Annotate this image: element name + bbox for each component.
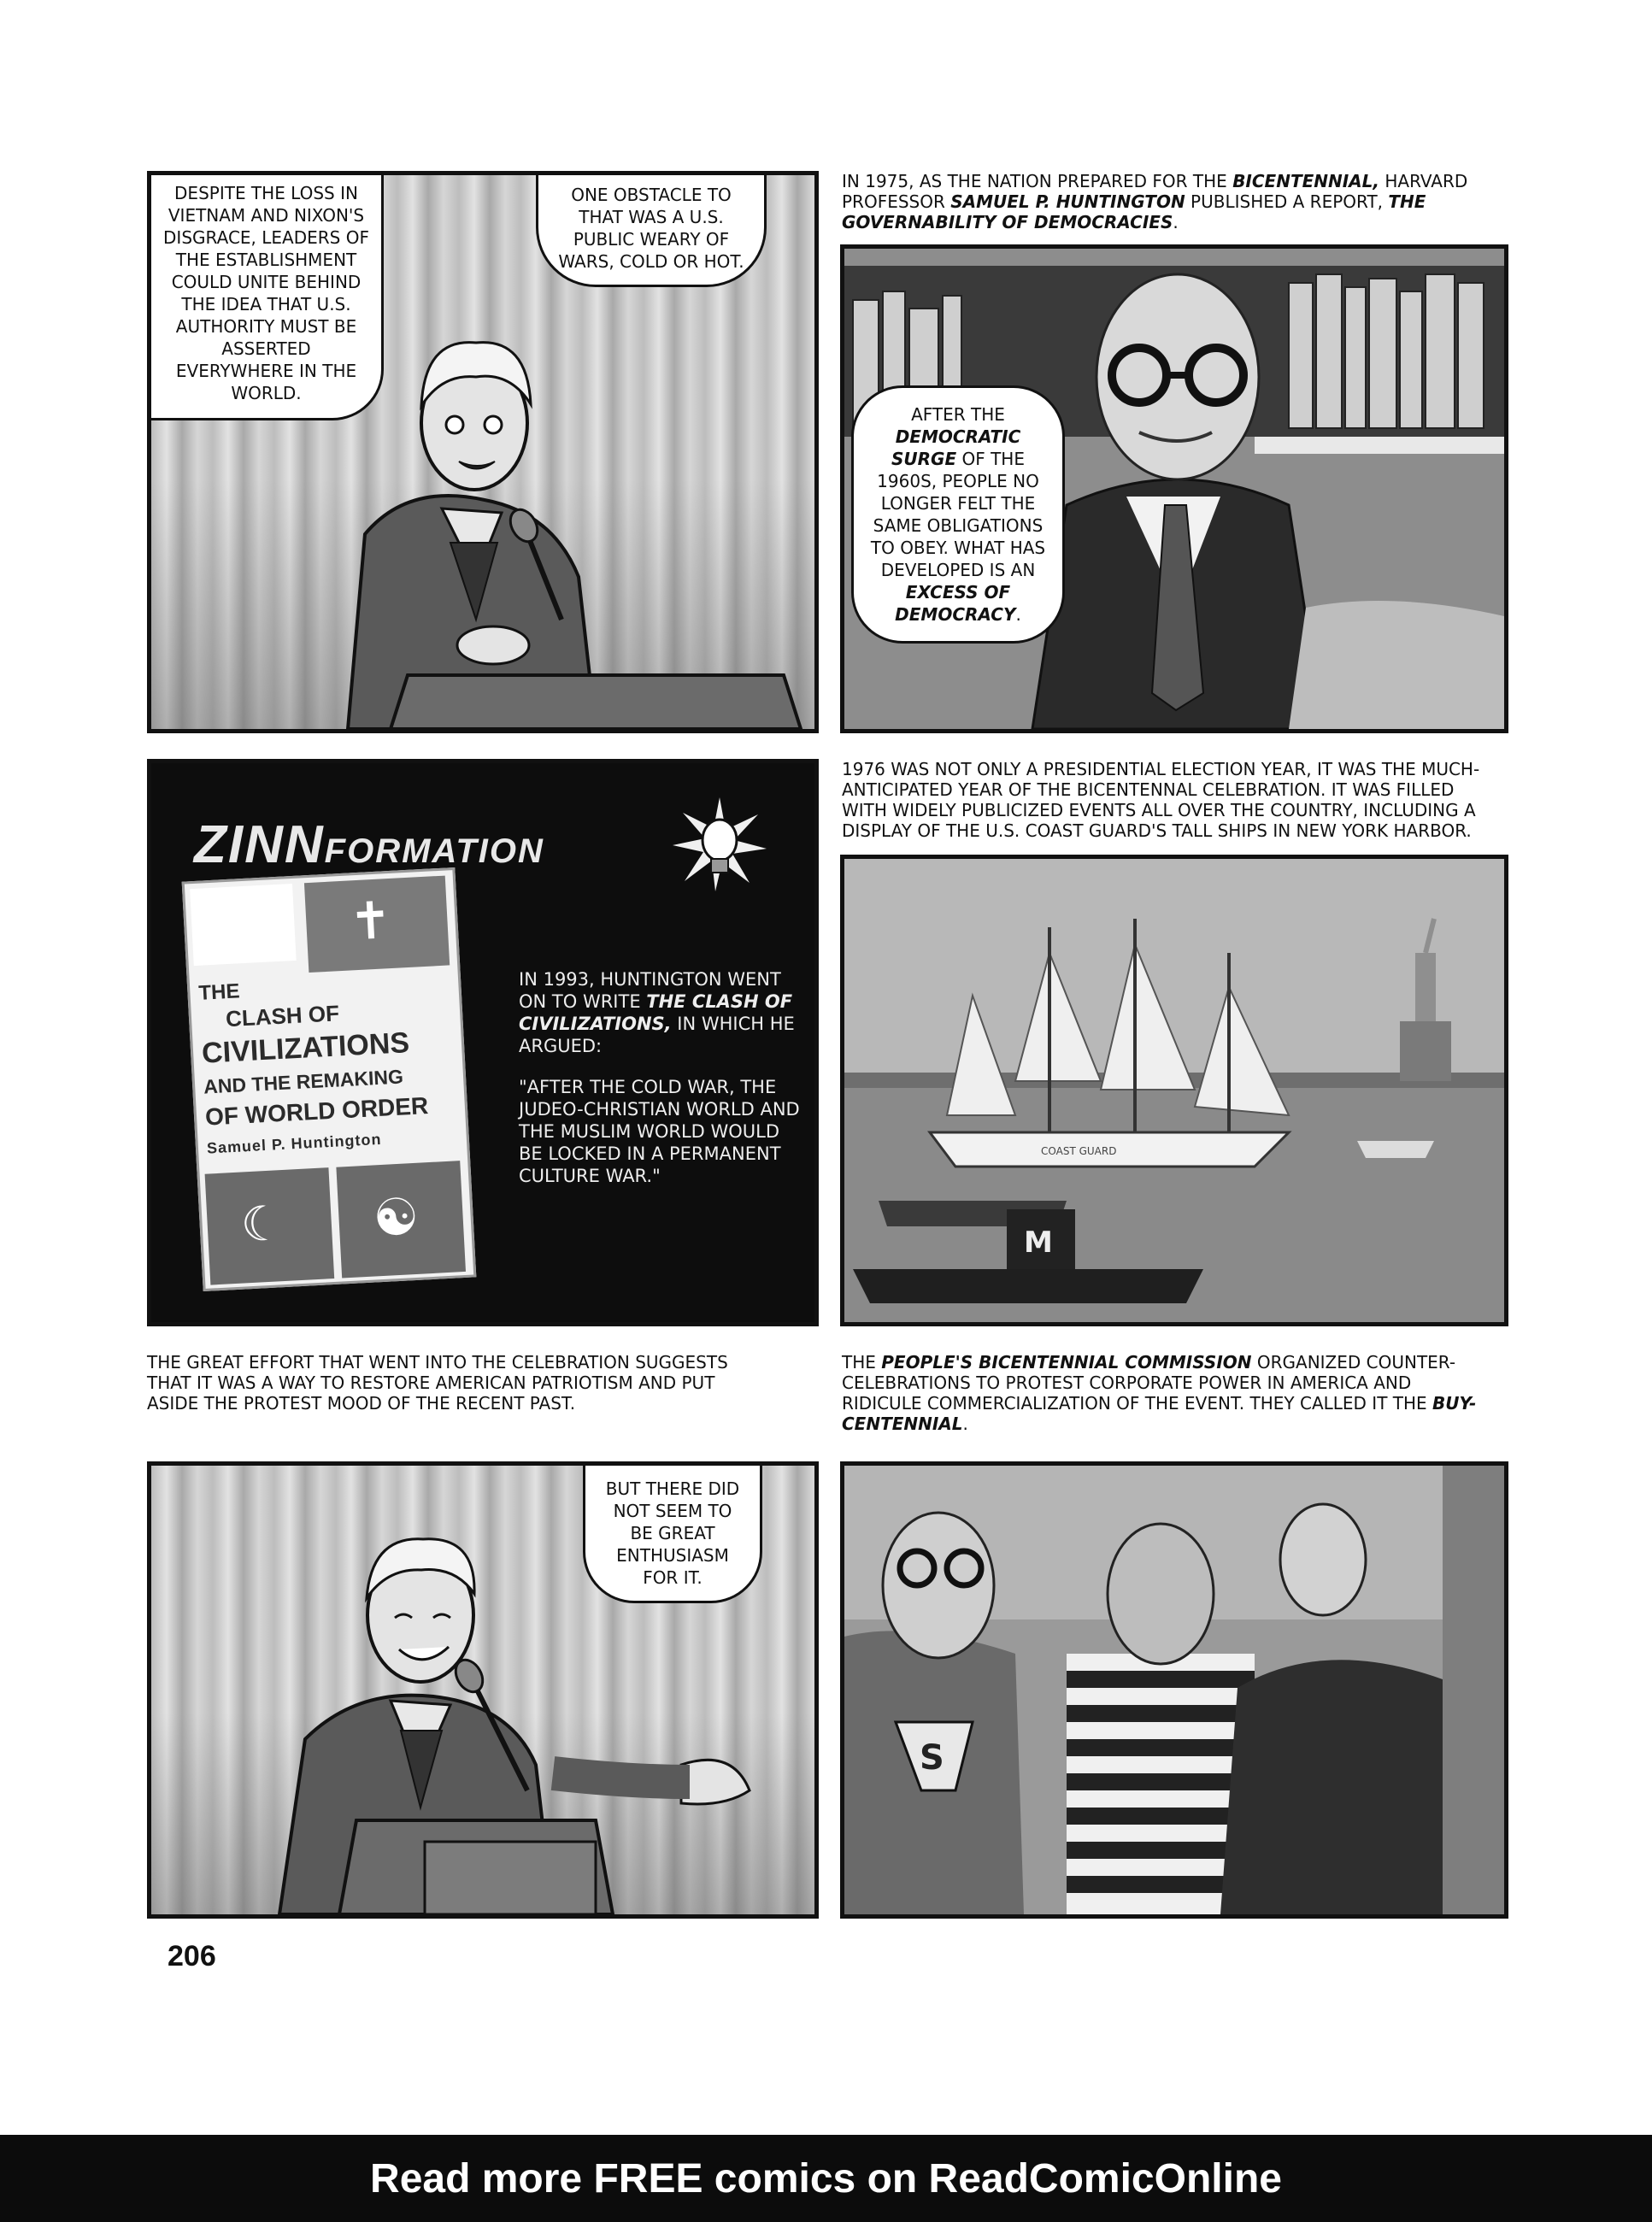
panel-speaker-podium-1: [147, 171, 819, 733]
zinnformation-text: IN 1993, HUNTINGTON WENT ON TO WRITE THE CLASH OF CIVILIZATIONS, IN WHICH HE ARGUED: "AFTER THE COLD WAR, THE JUDEO-CHRISTIAN WORLD AND THE MUSLIM WORLD WOULD BE LOCKED IN A PERMANENT CULTURE WAR.": [519, 969, 800, 1186]
crescent-moon-icon: ☾: [239, 1196, 285, 1254]
speech-balloon-enthusiasm: BUT THERE DID NOT SEEM TO BE GREAT ENTHUSIASM FOR IT.: [583, 1466, 762, 1603]
svg-text:M: M: [1024, 1226, 1053, 1260]
page-number: 206: [168, 1940, 216, 1972]
cross-icon: ✝: [347, 890, 394, 953]
speech-balloon-left: DESPITE THE LOSS IN VIETNAM AND NIXON'S DISGRACE, LEADERS OF THE ESTABLISHMENT COULD UNITE BEHIND THE IDEA THAT U.S. AUTHORITY MUST BE ASSERTED EVERYWHERE IN THE WORLD.: [151, 172, 384, 420]
yin-yang-icon: ☯: [371, 1186, 421, 1249]
panel-zinnformation: [147, 759, 819, 1326]
panel-huntington-photo: [840, 244, 1508, 733]
speech-balloon-huntington: AFTER THE DEMOCRATIC SURGE OF THE 1960S, PEOPLE NO LONGER FELT THE SAME OBLIGATIONS TO OBEY. WHAT HAS DEVELOPED IS AN EXCESS OF DEMOCRACY.: [851, 385, 1065, 644]
svg-text:COAST GUARD: COAST GUARD: [1041, 1145, 1117, 1157]
zinnformation-title: ZINNFORMATION: [194, 815, 544, 874]
panel-speaker-podium-2: [147, 1461, 819, 1919]
speech-balloon-right: ONE OBSTACLE TO THAT WAS A U.S. PUBLIC WEARY OF WARS, COLD OR HOT.: [536, 172, 767, 287]
clash-of-civilizations-book-cover: ✝ THE CLASH OF CIVILIZATIONS AND THE REMAKING OF WORLD ORDER Samuel P. Huntington ☾ ☯: [182, 867, 477, 1291]
protesters-photo: [844, 1466, 1504, 1914]
panel-tall-ships: [840, 855, 1508, 1326]
clash-quote: "AFTER THE COLD WAR, THE JUDEO-CHRISTIAN WORLD AND THE MUSLIM WORLD WOULD BE LOCKED IN A PERMANENT CULTURE WAR.": [519, 1077, 800, 1186]
tall-ships-photo: [844, 859, 1504, 1322]
caption-great-effort: THE GREAT EFFORT THAT WENT INTO THE CELEBRATION SUGGESTS THAT IT WAS A WAY TO RESTORE AMERICAN PATRIOTISM AND PUT ASIDE THE PROTEST MOOD OF THE RECENT PAST.: [147, 1352, 728, 1414]
caption-peoples-commission: THE PEOPLE'S BICENTENNIAL COMMISSION ORGANIZED COUNTER-CELEBRATIONS TO PROTEST CORPORATE POWER IN AMERICA AND RIDICULE COMMERCIALIZATION OF THE EVENT. THEY CALLED IT THE BUY-CENTENNIAL.: [842, 1352, 1477, 1434]
panel-buy-centennial-protesters: [840, 1461, 1508, 1919]
lightbulb-icon: [673, 797, 767, 891]
svg-text:S: S: [920, 1738, 944, 1778]
footer-banner-link[interactable]: Read more FREE comics on ReadComicOnline: [370, 2156, 1282, 2201]
caption-bicentennial-1976: 1976 WAS NOT ONLY A PRESIDENTIAL ELECTION YEAR, IT WAS THE MUCH-ANTICIPATED YEAR OF THE BICENTENNAL CELEBRATION. IT WAS FILLED WITH WIDELY PUBLICIZED EVENTS ALL OVER THE COUNTRY, INCLUDING A DISPLAY OF THE U.S. COAST GUARD'S TALL SHIPS IN NEW YORK HARBOR.: [842, 759, 1480, 841]
caption-huntington-report: IN 1975, AS THE NATION PREPARED FOR THE BICENTENNIAL, HARVARD PROFESSOR SAMUEL P. HUNTINGTON PUBLISHED A REPORT, THE GOVERNABILITY OF DEMOCRACIES.: [842, 171, 1468, 232]
